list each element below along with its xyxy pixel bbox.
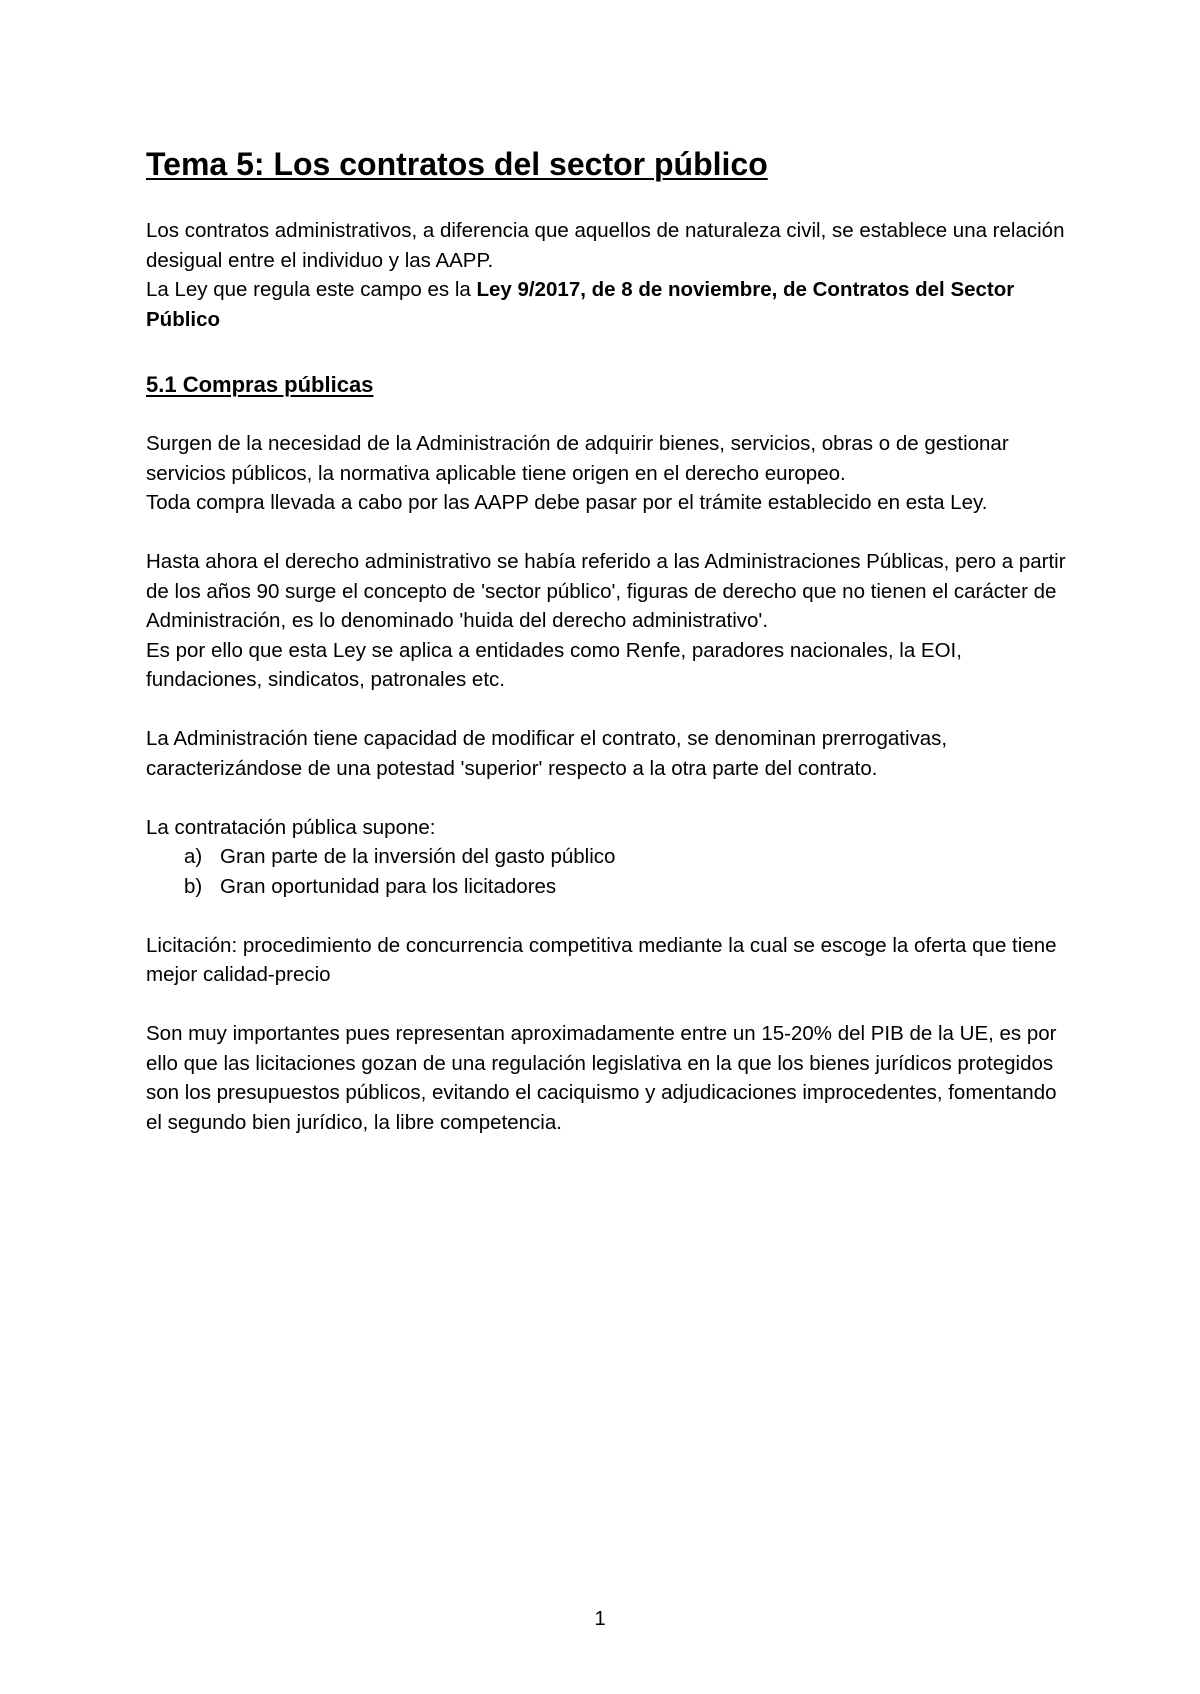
section-paragraph-1: Surgen de la necesidad de la Administración de adquirir bienes, servicios, obras o de gestionar servicios públicos, la normativa aplicable tiene origen en el derecho europeo. — [146, 432, 1009, 485]
section-paragraph-5: La Administración tiene capacidad de modificar el contrato, se denominan prerrogativas, caracterizándose de una potestad 'superior' respecto a la otra parte del contrato. — [146, 727, 948, 780]
law-reference-title: Ley 9/2017, de 8 de noviembre, de Contratos del Sector Público — [146, 278, 1015, 331]
spacer — [146, 695, 1076, 725]
section-paragraph-6: La contratación pública supone: — [146, 815, 436, 839]
spacer — [146, 783, 1076, 813]
document-body — [146, 144, 1076, 1137]
list-item-text: Gran parte de la inversión del gasto público — [220, 845, 616, 868]
list-item — [146, 872, 1076, 902]
spacer — [146, 518, 1076, 548]
section-paragraph-7: Licitación: procedimiento de concurrencia competitiva mediante la cual se escoge la oferta que tiene mejor calidad-precio — [146, 933, 1057, 986]
intro-paragraph: Los contratos administrativos, a diferencia que aquellos de naturaleza civil, se establece una relación desigual entre el individuo y las AAPP. — [146, 219, 1065, 272]
spacer — [146, 901, 1076, 931]
section-paragraph-8: Son muy importantes pues representan aproximadamente entre un 15-20% del PIB de la UE, es por ello que las licitaciones gozan de una regulación legislativa en la que los bienes jurídicos protegidos son los presupuestos públicos, evitando el caciquismo y adjudicaciones improcedentes, fomentando el segundo bien jurídico, la libre competencia. — [146, 1022, 1057, 1134]
page-number: 1 — [594, 1608, 606, 1630]
list-item-text: Gran oportunidad para los licitadores — [220, 874, 557, 898]
list-item — [146, 842, 1076, 872]
section-paragraph-4: Es por ello que esta Ley se aplica a entidades como Renfe, paradores nacionales, la EOI, fundaciones, sindicatos, patronales etc. — [146, 638, 962, 691]
spacer — [146, 334, 1076, 370]
list-marker: b) — [184, 874, 203, 898]
law-reference-prefix: La Ley que regula este campo es la — [146, 278, 477, 301]
spacer — [146, 990, 1076, 1020]
list-marker: a) — [184, 845, 203, 868]
section-paragraph-2: Toda compra llevada a cabo por las AAPP debe pasar por el trámite establecido en esta Ley. — [146, 491, 988, 514]
section-heading: 5.1 Compras públicas — [146, 372, 374, 397]
public-procurement-list — [146, 842, 1076, 901]
law-reference-paragraph — [146, 275, 1076, 334]
section-paragraph-3: Hasta ahora el derecho administrativo se había referido a las Administraciones Públicas, pero a partir de los años 90 surge el concepto de 'sector público', figuras de derecho que no tienen el carácter de Administración, es lo denominado 'huida del derecho administrativo'. — [146, 550, 1066, 632]
document-title: Tema 5: Los contratos del sector público — [146, 146, 768, 182]
